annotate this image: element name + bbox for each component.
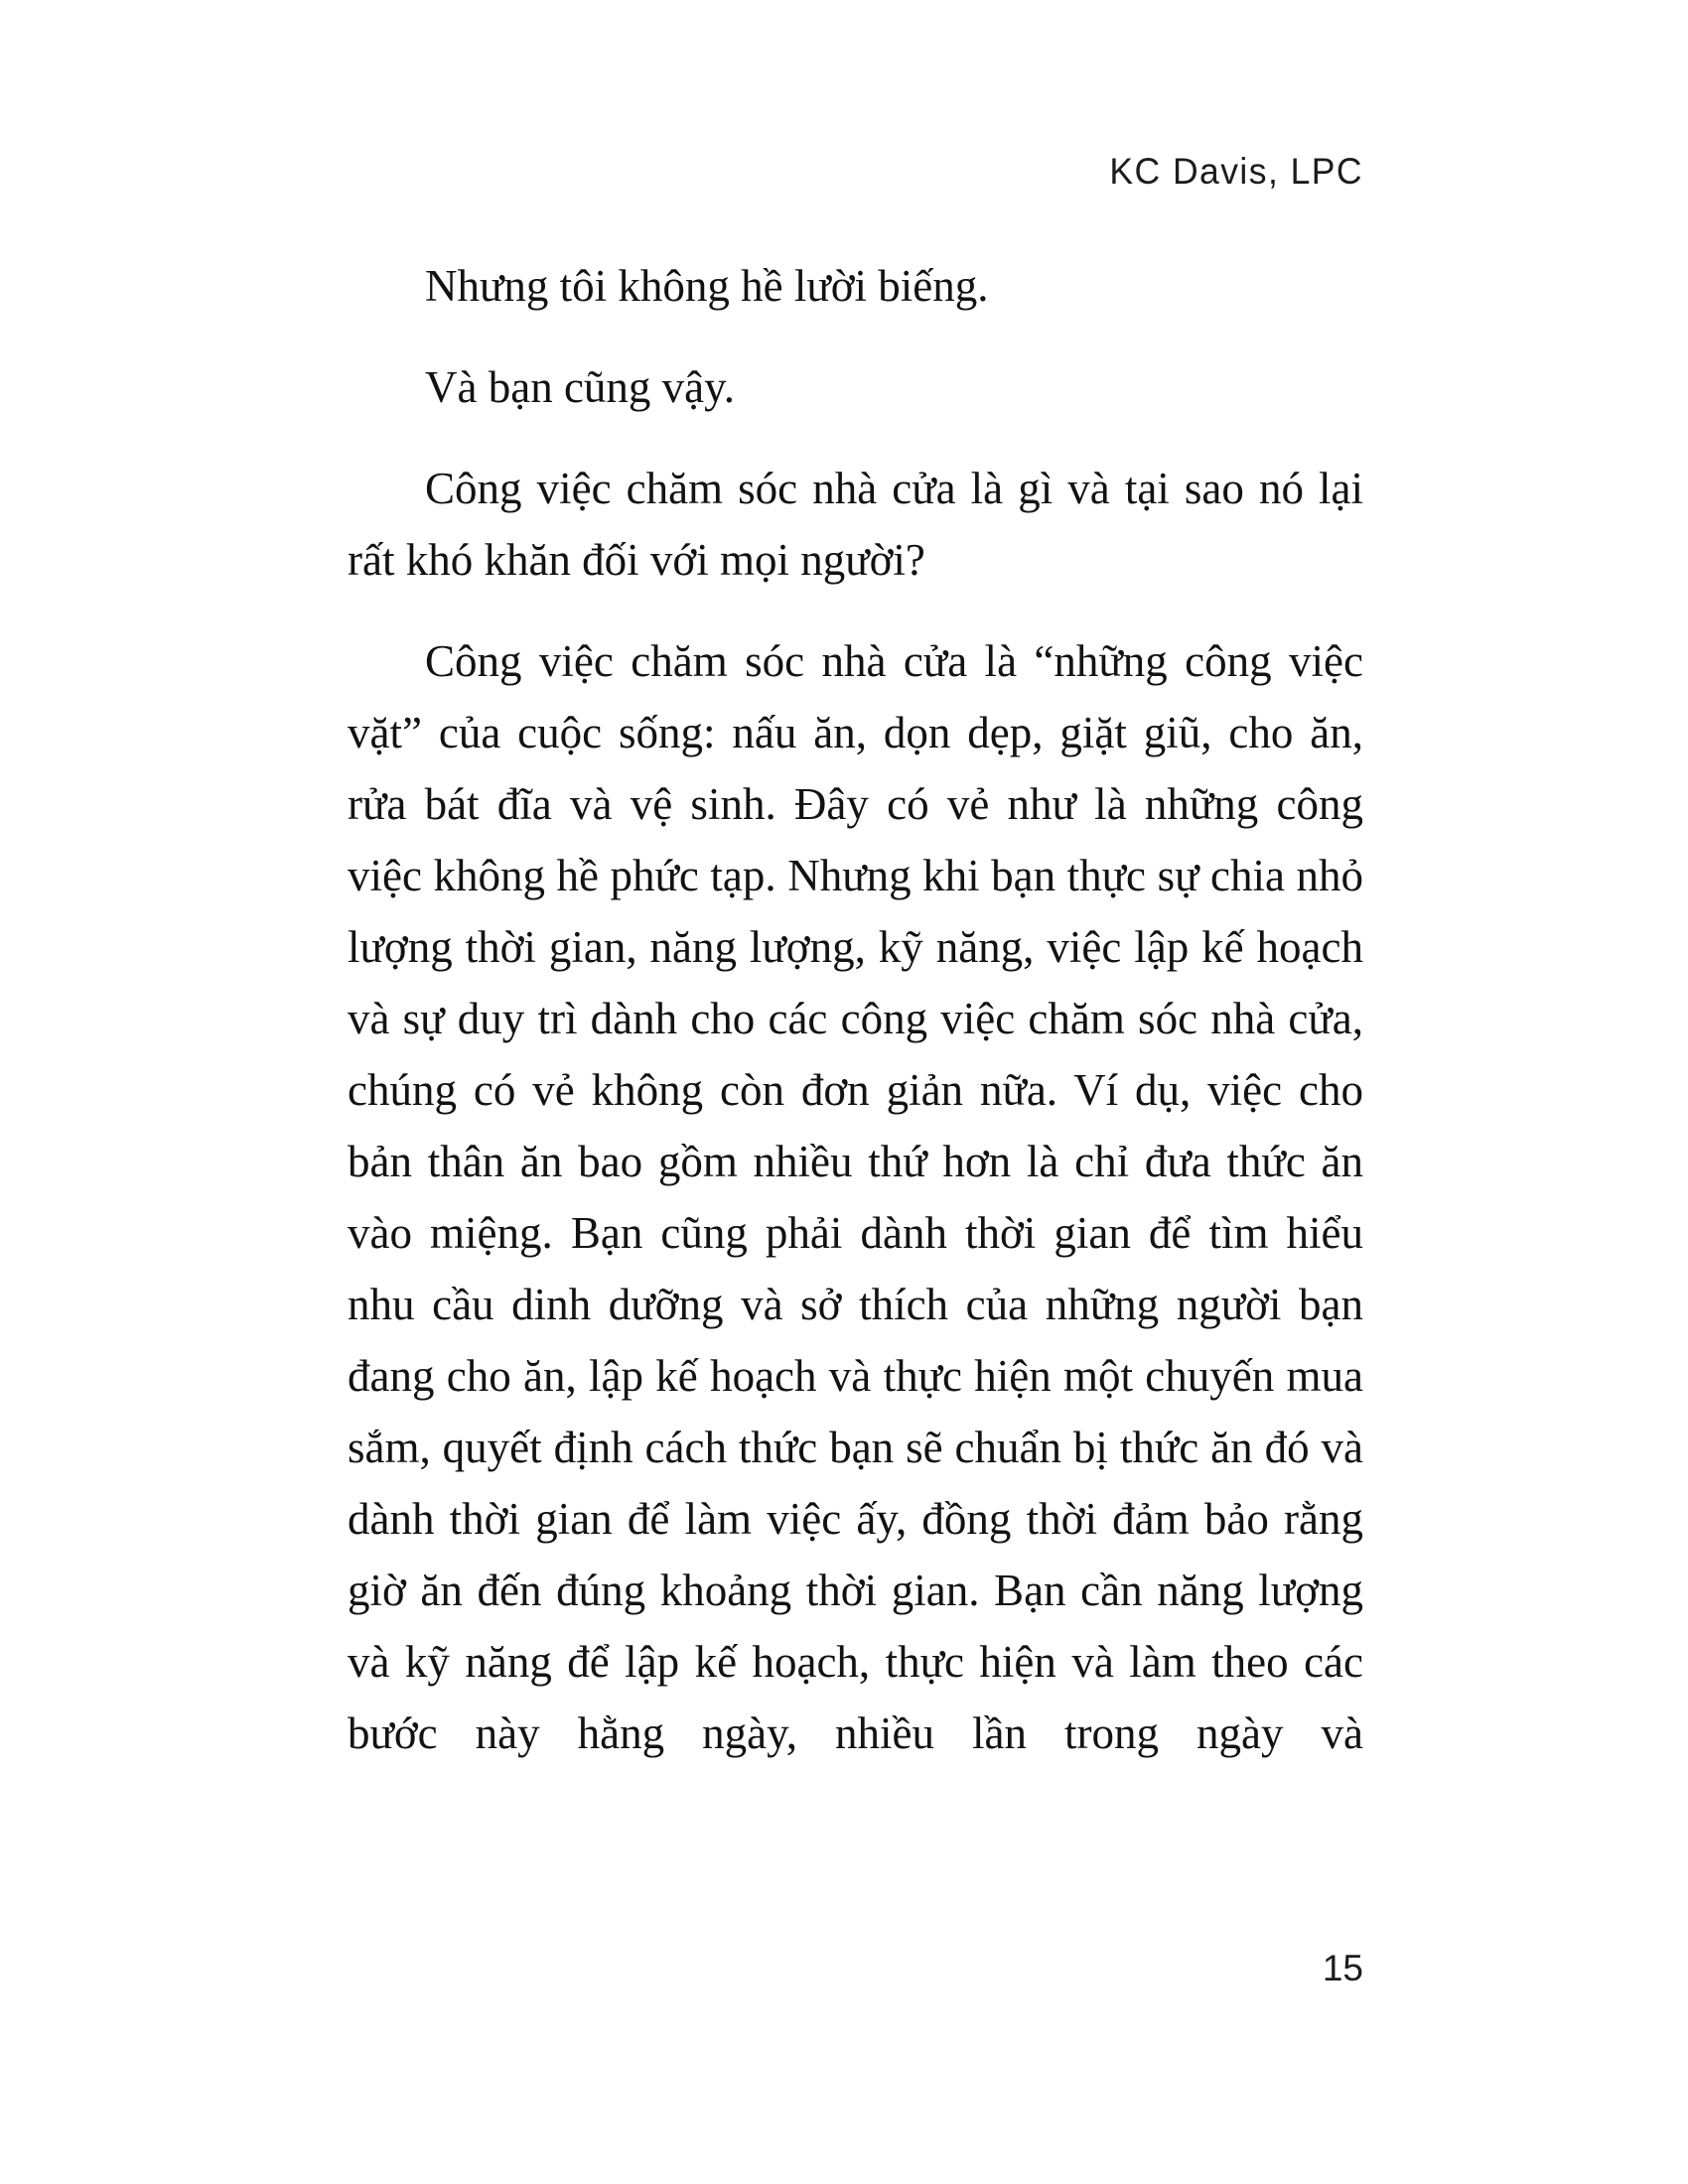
paragraph: Và bạn cũng vậy. — [425, 362, 735, 412]
page-number: 15 — [1322, 1948, 1363, 1988]
paragraph: Công việc chăm sóc nhà cửa là gì và tại sao nó lại rất khó khăn đối với mọi người? — [348, 464, 1363, 585]
paragraph: Nhưng tôi không hề lười biếng. — [425, 261, 989, 311]
paragraph: Công việc chăm sóc nhà cửa là “những công việc vặt” của cuộc sống: nấu ăn, dọn dẹp, giặt giũ, cho ăn, rửa bát đĩa và vệ sinh. Đây có vẻ như là những công việc không hề phức tạp. Nhưng khi bạn thực sự chia nhỏ lượng thời gian, năng lượng, kỹ năng, việc lập kế hoạch và sự duy trì dành cho các công việc chăm sóc nhà cửa, chúng có vẻ không còn đơn giản nữa. Ví dụ, việc cho bản thân ăn bao gồm nhiều thứ hơn là chỉ đưa thức ăn vào miệng. Bạn cũng phải dành thời gian để tìm hiểu nhu cầu dinh dưỡng và sở thích của những người bạn đang cho ăn, lập kế hoạch và thực hiện một chuyến mua sắm, quyết định cách thức bạn sẽ chuẩn bị thức ăn đó và dành thời gian để làm việc ấy, đồng thời đảm bảo rằng giờ ăn đến đúng khoảng thời gian. Bạn cần năng lượng và kỹ năng để lập kế hoạch, thực hiện và làm theo các bước này hằng ngày, nhiều lần trong ngày và — [348, 636, 1363, 1758]
running-header-author: KC Davis, LPC — [1109, 151, 1363, 192]
body-text — [348, 250, 1363, 1799]
